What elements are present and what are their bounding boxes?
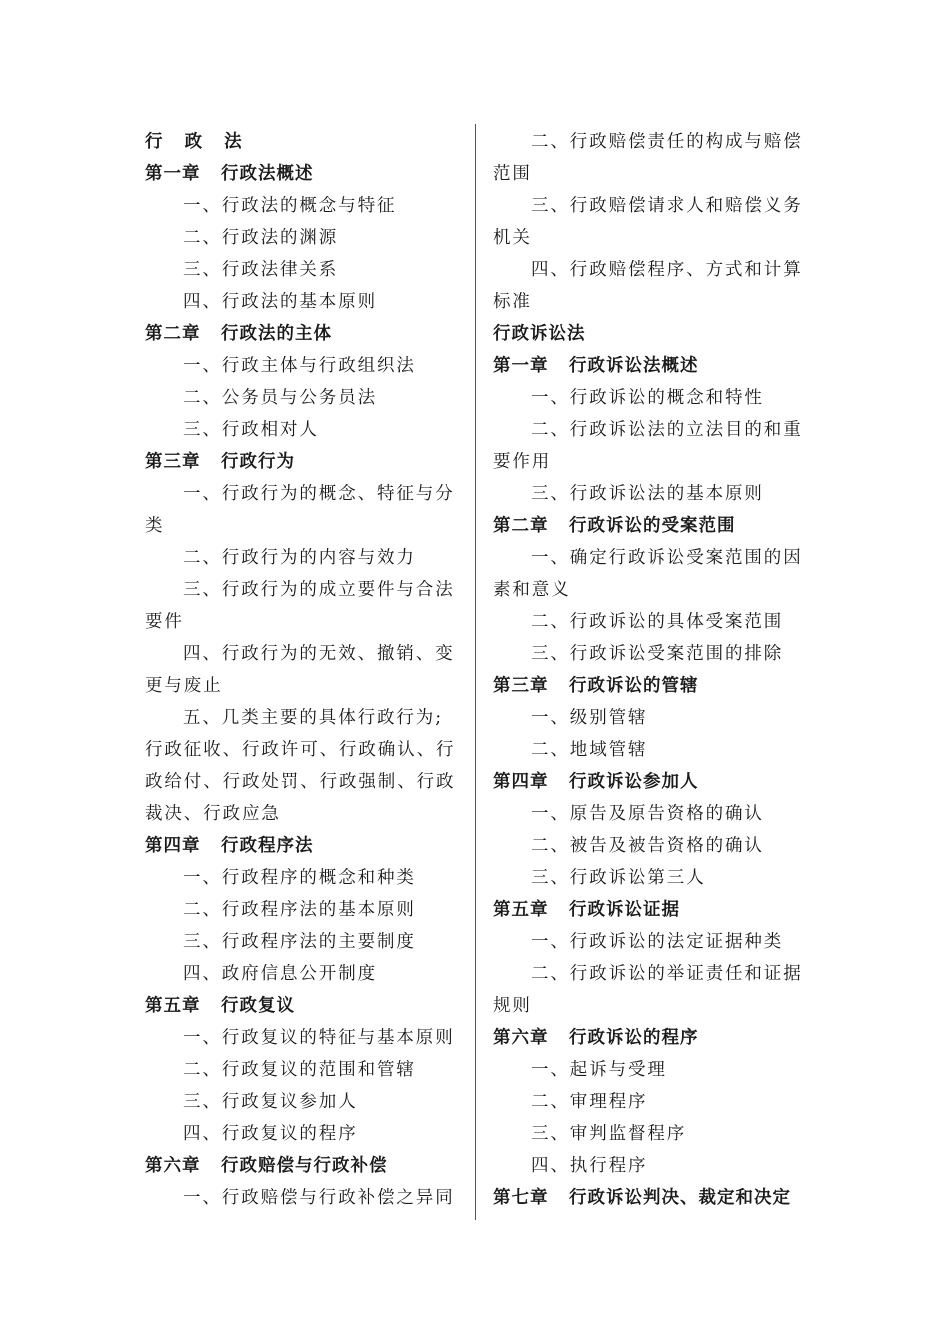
- toc-entry: 三、行政诉讼第三人: [531, 868, 706, 888]
- toc-entry: 一、行政主体与行政组织法: [183, 356, 416, 376]
- chapter-title: 行政赔偿与行政补偿: [221, 1156, 388, 1176]
- chapter-title: 行政诉讼参加人: [569, 772, 699, 792]
- toc-entry: 一、原告及原告资格的确认: [531, 804, 764, 824]
- chapter-title: 行政诉讼的程序: [569, 1028, 699, 1048]
- toc-entry: 二、行政行为的内容与效力: [183, 548, 416, 568]
- chapter-heading: [145, 446, 453, 478]
- chapter-heading: [145, 990, 453, 1022]
- chapter-heading: [493, 510, 801, 542]
- toc-entry-continuation: 类: [145, 516, 165, 536]
- toc-entry: 三、行政程序法的主要制度: [183, 932, 416, 952]
- chapter-number: 第四章: [493, 772, 549, 792]
- toc-entry-continuation: 更与废止: [145, 676, 223, 696]
- toc-entry: 四、行政复议的程序: [183, 1124, 358, 1144]
- toc-entry-continuation: 行政征收、行政许可、行政确认、行: [145, 740, 456, 760]
- toc-entry-continuation: 裁决、行政应急: [145, 804, 281, 824]
- toc-entry: 三、审判监督程序: [531, 1124, 687, 1144]
- chapter-heading: [145, 1150, 453, 1182]
- toc-entry: 二、审理程序: [531, 1092, 648, 1112]
- chapter-title: 行政诉讼证据: [569, 900, 680, 920]
- toc-entry: 三、行政赔偿请求人和赔偿义务: [531, 196, 803, 216]
- chapter-title: 行政法概述: [221, 164, 314, 184]
- chapter-title: 行政诉讼判决、裁定和决定: [569, 1188, 791, 1208]
- toc-entry: 二、行政复议的范围和管辖: [183, 1060, 416, 1080]
- chapter-number: 第七章: [493, 1188, 549, 1208]
- chapter-number: 第一章: [145, 164, 201, 184]
- toc-entry-continuation: 范围: [493, 164, 532, 184]
- toc-entry: 四、行政赔偿程序、方式和计算: [531, 260, 803, 280]
- toc-entry: 三、行政复议参加人: [183, 1092, 358, 1112]
- chapter-number: 第一章: [493, 356, 549, 376]
- chapter-number: 第二章: [145, 324, 201, 344]
- toc-entry: 一、起诉与受理: [531, 1060, 667, 1080]
- left-column: [145, 126, 456, 1214]
- chapter-number: 第二章: [493, 516, 549, 536]
- column-divider: [475, 124, 476, 1220]
- chapter-number: 第三章: [145, 452, 201, 472]
- toc-entry: 二、行政诉讼法的立法目的和重: [531, 420, 803, 440]
- chapter-number: 第五章: [145, 996, 201, 1016]
- toc-entry: 一、行政诉讼的法定证据种类: [531, 932, 784, 952]
- chapter-heading: [493, 766, 801, 798]
- toc-entry: 二、行政诉讼的具体受案范围: [531, 612, 784, 632]
- chapter-number: 第五章: [493, 900, 549, 920]
- toc-entry: 二、被告及被告资格的确认: [531, 836, 764, 856]
- chapter-number: 第六章: [493, 1028, 549, 1048]
- chapter-title: 行政法的主体: [221, 324, 332, 344]
- chapter-title: 行政行为: [221, 452, 295, 472]
- toc-entry: 三、行政诉讼受案范围的排除: [531, 644, 784, 664]
- toc-entry-continuation: 要件: [145, 612, 184, 632]
- chapter-heading: [493, 670, 801, 702]
- toc-entry-continuation: 要作用: [493, 452, 552, 472]
- toc-entry: 一、行政程序的概念和种类: [183, 868, 416, 888]
- toc-entry-continuation: 机关: [493, 228, 532, 248]
- chapter-title: 行政诉讼法概述: [569, 356, 699, 376]
- chapter-heading: [493, 1022, 801, 1054]
- chapter-title: 行政复议: [221, 996, 295, 1016]
- section-title: 行 政 法: [145, 132, 250, 152]
- toc-entry: 二、行政程序法的基本原则: [183, 900, 416, 920]
- chapter-heading: [493, 894, 801, 926]
- toc-entry: 二、行政法的渊源: [183, 228, 339, 248]
- toc-entry: 一、行政法的概念与特征: [183, 196, 397, 216]
- toc-entry: 四、政府信息公开制度: [183, 964, 377, 984]
- toc-entry: 三、行政诉讼法的基本原则: [531, 484, 764, 504]
- toc-entry: 二、公务员与公务员法: [183, 388, 377, 408]
- section-title: 行政诉讼法: [493, 324, 586, 344]
- chapter-heading: [493, 1182, 801, 1214]
- toc-entry: 三、行政相对人: [183, 420, 319, 440]
- toc-entry: 二、行政诉讼的举证责任和证据: [531, 964, 803, 984]
- toc-entry: 一、行政诉讼的概念和特性: [531, 388, 764, 408]
- toc-entry: 一、行政行为的概念、特征与分: [183, 484, 455, 504]
- toc-entry-continuation: 素和意义: [493, 580, 571, 600]
- chapter-heading: [145, 830, 453, 862]
- chapter-heading: [145, 158, 453, 190]
- chapter-heading: [493, 350, 801, 382]
- right-column: [493, 126, 801, 1214]
- toc-entry: 四、行政法的基本原则: [183, 292, 377, 312]
- chapter-number: 第三章: [493, 676, 549, 696]
- toc-entry: 二、地域管辖: [531, 740, 648, 760]
- toc-entry: 一、级别管辖: [531, 708, 648, 728]
- toc-entry-continuation: 规则: [493, 996, 532, 1016]
- toc-entry: 一、行政复议的特征与基本原则: [183, 1028, 455, 1048]
- toc-entry: 一、行政赔偿与行政补偿之异同: [183, 1188, 455, 1208]
- chapter-title: 行政程序法: [221, 836, 314, 856]
- toc-entry-continuation: 政给付、行政处罚、行政强制、行政: [145, 772, 456, 792]
- toc-entry: 三、行政法律关系: [183, 260, 339, 280]
- toc-entry: 四、执行程序: [531, 1156, 648, 1176]
- toc-entry: 三、行政行为的成立要件与合法: [183, 580, 455, 600]
- toc-entry: 一、确定行政诉讼受案范围的因: [531, 548, 803, 568]
- toc-entry: 四、行政行为的无效、撤销、变: [183, 644, 455, 664]
- chapter-heading: [145, 318, 453, 350]
- chapter-number: 第六章: [145, 1156, 201, 1176]
- toc-entry-continuation: 标准: [493, 292, 532, 312]
- chapter-title: 行政诉讼的受案范围: [569, 516, 736, 536]
- chapter-number: 第四章: [145, 836, 201, 856]
- chapter-title: 行政诉讼的管辖: [569, 676, 699, 696]
- toc-entry: 二、行政赔偿责任的构成与赔偿: [531, 132, 803, 152]
- toc-entry: 五、几类主要的具体行政行为;: [183, 708, 443, 728]
